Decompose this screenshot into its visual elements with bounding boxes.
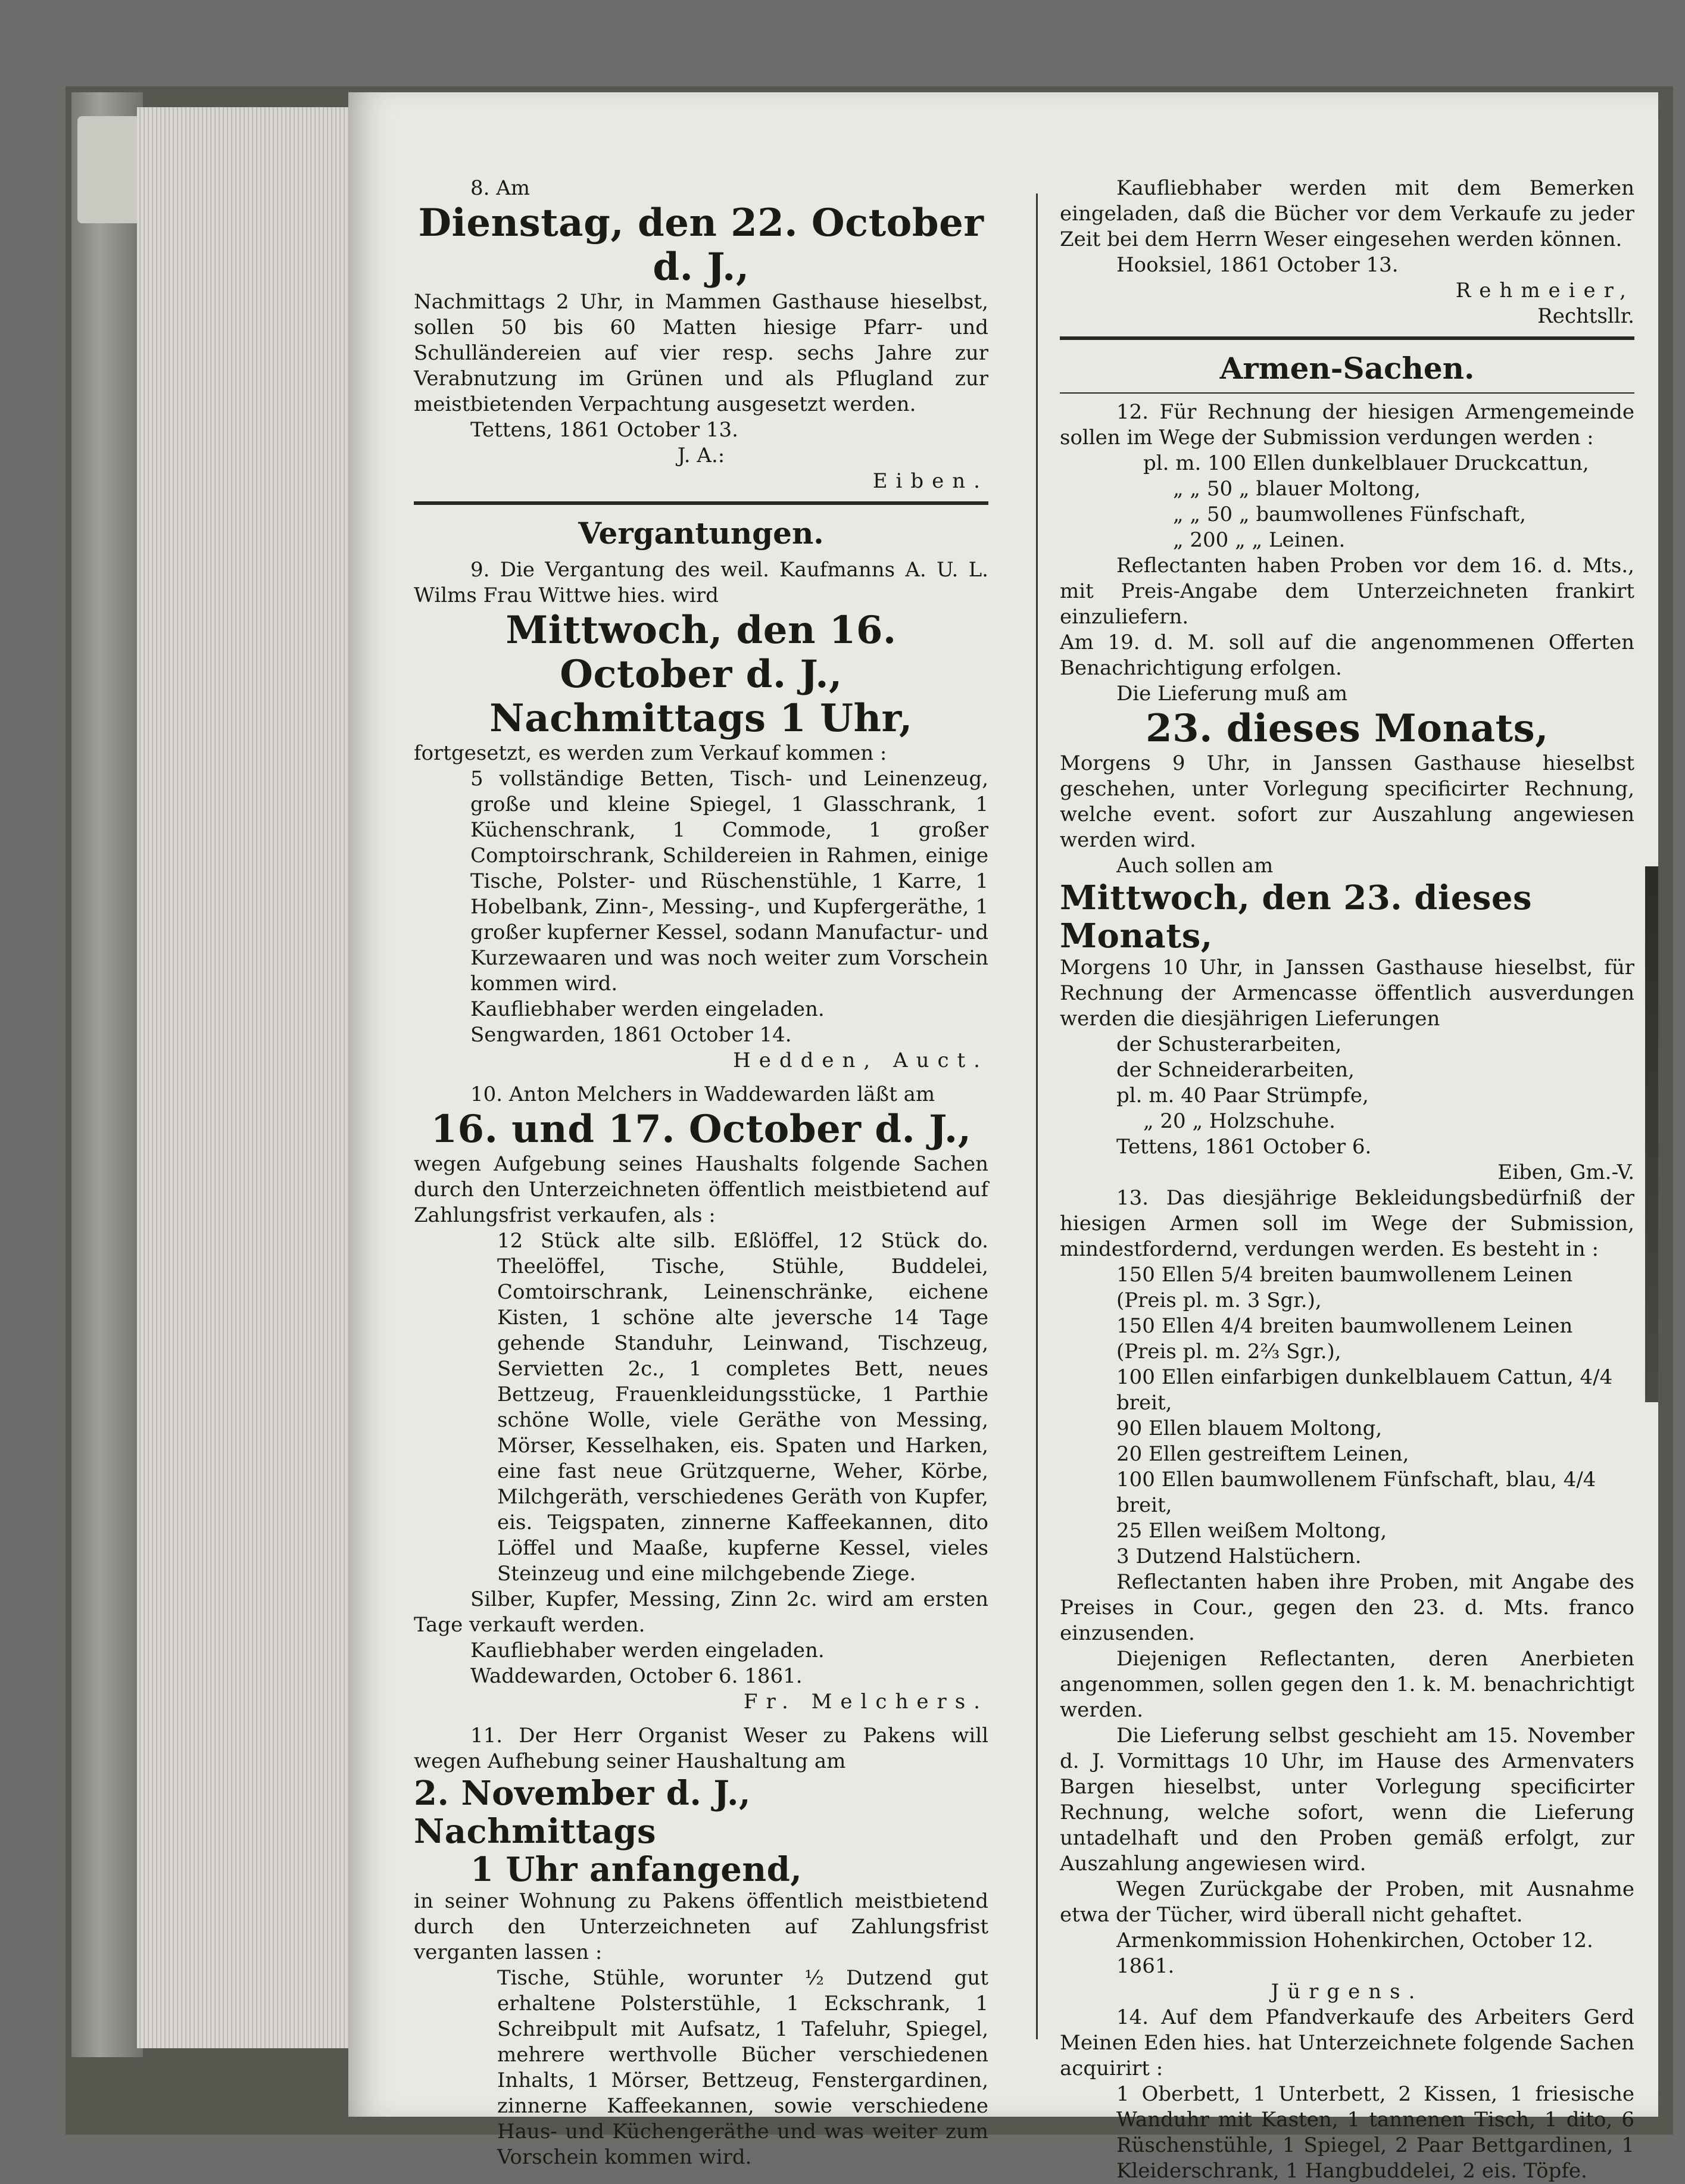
ad13-list-item: 3 Dutzend Halstüchern.	[1116, 1545, 1362, 1568]
ad9-place: Sengwarden, 1861 October 14.	[470, 1023, 792, 1047]
advertisement-11	[414, 1723, 988, 2170]
ad9-intro: 9. Die Vergantung des weil. Kaufmanns A. U. L. Wilms Frau Wittwe hies. wird	[414, 558, 988, 607]
ad11-time: 1 Uhr anfangend,	[470, 1850, 803, 1889]
ad13-list-item: 100 Ellen baumwollenem Fünfschaft, blau, 4/4 breit,	[1116, 1468, 1596, 1517]
left-column	[414, 176, 988, 2170]
ad9-items: 5 vollständige Betten, Tisch- und Leinenzeug, große und kleine Spiegel, 1 Glasschrank, 1 Küchenschrank, 1 Commode, 1 großer Comptoirschrank, Schildereien in Rahmen, einige Tische, Polster- und Rüschenstühle, 1 Karre, 1 Hobelbank, Zinn-, Messing-, und Kupfergeräthe, 1 großer kupferner Kessel, sodann Manufactur- und Kurzewaaren und was noch weiter zum Vorschein kommen wird.	[470, 767, 988, 996]
heading-rule	[1060, 392, 1634, 394]
ad8-intro: 8. Am	[470, 176, 531, 200]
ad12-also: Auch sollen am	[1116, 854, 1274, 878]
section-heading-vergantungen: Vergantungen.	[578, 516, 824, 551]
ad10-items: 12 Stück alte silb. Eßlöffel, 12 Stück do. Theelöffel, Tische, Stühle, Buddelei, Comtoirschrank, Leinenschränke, eichene Kisten, 1 schöne alte jeversche 14 Tage gehende Standuhr, Leinwand, Tischzeug, Servietten 2c., 1 completes Bett, neues Bettzeug, Frauenkleidungsstücke, 1 Parthie schöne Wolle, viele Geräthe von Messing, Mörser, Kesselhaken, eis. Spaten und Harken, eine fast neue Grützquerne, Weher, Körbe, Milchgeräth, verschiedenes Geräth von Kupfer, eis. Teigspaten, zinnerne Kaffeekannen, dito Löffel und Maaße, kupferne Kessel, vieles Steinzeug und eine milchgebende Ziege.	[497, 1229, 988, 1586]
section-rule	[414, 501, 988, 505]
ad13-delivery: Die Lieferung selbst geschieht am 15. November d. J. Vormittags 10 Uhr, im Hause des Armenvaters Bargen hieselbst, unter Vorlegung specificirter Rechnung, welche sofort, wenn die Lieferung untadelhaft und den Proben gemäß erfolgt, zur Auszahlung angewiesen wird.	[1060, 1724, 1634, 1876]
ad9-date: Mittwoch, den 16. October d. J.,	[506, 608, 897, 697]
ad13-intro: 13. Das diesjährige Bekleidungsbedürfniß der hiesigen Armen soll im Wege der Submission, mindestfordernd, verdungen werden. Es besteht in :	[1060, 1186, 1634, 1261]
book-cover-edge	[71, 92, 143, 2057]
ad8-body: Nachmittags 2 Uhr, in Mammen Gasthause hieselbst, sollen 50 bis 60 Matten hiesige Pfarr- und Schulländereien auf vier resp. sechs Jahre zur Verabnutzung im Grünen und als Pflugland zur meistbietenden Verpachtung ausgesetzt werden.	[414, 290, 988, 416]
ad12-delivery: Die Lieferung muß am	[1116, 682, 1348, 706]
advertisement-8	[414, 176, 988, 494]
ad11-cont-place: Hooksiel, 1861 October 13.	[1116, 253, 1399, 277]
advertisement-10	[414, 1082, 988, 1715]
ad13-list-item: 20 Ellen gestreiftem Leinen,	[1116, 1442, 1409, 1466]
ad9-lead: fortgesetzt, es werden zum Verkauf kommen :	[414, 741, 887, 765]
ad13-list-item: 100 Ellen einfarbigen dunkelblauem Cattun, 4/4 breit,	[1116, 1365, 1613, 1415]
ad11-items: Tische, Stühle, worunter ½ Dutzend gut erhaltene Polsterstühle, 1 Eckschrank, 1 Schreibpult mit Aufsatz, 1 Tafeluhr, Spiegel, mehrere werthvolle Bücher verschiedenen Inhalts, 1 Mörser, Bettzeug, Fenstergardinen, zinnerne Kaffeekannen, sowie verschiedene Haus- und Küchengeräthe und was weiter zum Vorschein kommen wird.	[497, 1966, 988, 2169]
column-divider	[1036, 194, 1038, 2039]
ad13-signature: Jürgens.	[1271, 1980, 1424, 2004]
ad8-date: Dienstag, den 22. October d. J.,	[418, 201, 984, 289]
ad12-notice: Am 19. d. M. soll auf die angenommenen Offerten Benachrichtigung erfolgen.	[1060, 631, 1634, 680]
ad8-ia: J. A.:	[677, 444, 725, 467]
ad11-cont-text: Kaufliebhaber werden mit dem Bemerken eingeladen, daß die Bücher vor dem Verkaufe zu jeder Zeit bei dem Herrn Weser eingesehen werden können.	[1060, 176, 1634, 251]
right-column	[1060, 176, 1634, 2184]
ad12-work: der Schneiderarbeiten,	[1116, 1058, 1355, 1082]
ad14-intro: 14. Auf dem Pfandverkaufe des Arbeiters Gerd Meinen Eden hies. hat Unterzeichnete folgende Sachen acquirirt :	[1060, 2005, 1634, 2080]
ad11-cont-signature: Rehmeier,	[1455, 279, 1634, 302]
ad12-list-item: „ 200 „ „ Leinen.	[1173, 528, 1346, 552]
ad12-place: Tettens, 1861 October 6.	[1116, 1135, 1372, 1159]
ad13-list-item: 150 Ellen 5/4 breiten baumwollenem Leinen (Preis pl. m. 3 Sgr.),	[1116, 1263, 1573, 1312]
ad10-intro: 10. Anton Melchers in Waddewarden läßt am	[470, 1082, 935, 1106]
ad12-date2: Mittwoch, den 23. dieses Monats,	[1060, 878, 1533, 956]
ad13-place: Armenkommission Hohenkirchen, October 12. 1861.	[1116, 1929, 1593, 1978]
ad12-date1: 23. dieses Monats,	[1146, 706, 1549, 751]
ad10-date: 16. und 17. October d. J.,	[430, 1107, 972, 1152]
page-edge-shadow	[1645, 866, 1658, 1402]
section-heading-armen-sachen: Armen-Sachen.	[1219, 351, 1475, 386]
ad9-time: Nachmittags 1 Uhr,	[489, 696, 913, 741]
ad14-items: 1 Oberbett, 1 Unterbett, 2 Kissen, 1 friesische Wanduhr mit Kasten, 1 tannenen Tisch, 1 dito, 6 Rüschenstühle, 1 Spiegel, 2 Paar Bettgardinen, 1 Kleiderschrank, 1 Hangbuddelei, 2 eis. Töpfe.	[1116, 2082, 1634, 2183]
ad12-list-item: pl. m. 100 Ellen dunkelblauer Druckcattun,	[1143, 451, 1589, 475]
ad10-signature: Fr. Melchers.	[743, 1690, 988, 1714]
section-rule	[1060, 336, 1634, 340]
ad13-return: Wegen Zurückgabe der Proben, mit Ausnahme etwa der Tücher, wird überall nicht gehaftet.	[1060, 1877, 1634, 1927]
ad13-reflect: Reflectanten haben ihre Proben, mit Angabe des Preises in Cour., gegen den 23. d. Mts. franco einzusenden.	[1060, 1570, 1634, 1645]
ad13-those: Diejenigen Reflectanten, deren Anerbieten angenommen, sollen gegen den 1. k. M. benachrichtigt werden.	[1060, 1647, 1634, 1722]
advertisement-11-continued	[1060, 176, 1634, 329]
ad12-work: der Schusterarbeiten,	[1116, 1032, 1342, 1056]
advertisement-14	[1060, 2005, 1634, 2184]
advertisement-12	[1060, 400, 1634, 1185]
ad8-signature: Eiben.	[872, 469, 988, 493]
ad11-intro: 11. Der Herr Organist Weser zu Pakens will wegen Aufhebung seiner Haushaltung am	[414, 1724, 988, 1773]
ad13-list-item: 25 Ellen weißem Moltong,	[1116, 1519, 1387, 1543]
ad12-reflect: Reflectanten haben Proben vor dem 16. d. Mts., mit Preis-Angabe dem Unterzeichneten frankirt einzuliefern.	[1060, 554, 1634, 629]
ad13-list-item: 90 Ellen blauem Moltong,	[1116, 1417, 1383, 1440]
ad8-place: Tettens, 1861 October 13.	[470, 418, 738, 442]
ad12-list-item: „ „ 50 „ baumwollenes Fünfschaft,	[1173, 503, 1526, 526]
ad12-intro: 12. Für Rechnung der hiesigen Armengemeinde sollen im Wege der Submission verdungen werden :	[1060, 400, 1634, 450]
ad10-place: Waddewarden, October 6. 1861.	[470, 1664, 803, 1688]
ad11-body: in seiner Wohnung zu Pakens öffentlich meistbietend durch den Unterzeichneten auf Zahlungsfrist verganten lassen :	[414, 1889, 988, 1964]
ad9-signature: Hedden, Auct.	[733, 1049, 988, 1072]
ad11-date: 2. November d. J., Nachmittags	[414, 1774, 751, 1851]
ad11-cont-title: Rechtsllr.	[1537, 304, 1634, 328]
ad12-body2: Morgens 10 Uhr, in Janssen Gasthause hieselbst, für Rechnung der Armencasse öffentlich ausverdungen werden die diesjährigen Lieferungen	[1060, 956, 1634, 1031]
page-corner	[77, 116, 143, 223]
ad10-silver: Silber, Kupfer, Messing, Zinn 2c. wird am ersten Tage verkauft werden.	[414, 1587, 988, 1637]
ad12-list-item: „ „ 50 „ blauer Moltong,	[1173, 477, 1421, 501]
ad12-signature: Eiben, Gm.-V.	[1497, 1160, 1634, 1184]
ad12-body1: Morgens 9 Uhr, in Janssen Gasthause hieselbst geschehen, unter Vorlegung specificirter Rechnung, welche event. sofort zur Auszahlung angewiesen werden wird.	[1060, 751, 1634, 852]
ad13-list-item: 150 Ellen 4/4 breiten baumwollenem Leinen (Preis pl. m. 2⅔ Sgr.),	[1116, 1314, 1573, 1364]
ad9-invite: Kaufliebhaber werden eingeladen.	[470, 997, 825, 1021]
ad10-body: wegen Aufgebung seines Haushalts folgende Sachen durch den Unterzeichneten öffentlich meistbietend auf Zahlungsfrist verkaufen, als :	[414, 1152, 988, 1227]
ad12-work: „ 20 „ Holzschuhe.	[1143, 1109, 1335, 1133]
newspaper-page	[348, 92, 1658, 2183]
advertisement-13	[1060, 1185, 1634, 2005]
advertisement-9	[414, 557, 988, 1074]
ad12-work: pl. m. 40 Paar Strümpfe,	[1116, 1084, 1369, 1107]
page-stack-edge	[137, 107, 363, 2048]
ad10-invite: Kaufliebhaber werden eingeladen.	[470, 1639, 825, 1662]
